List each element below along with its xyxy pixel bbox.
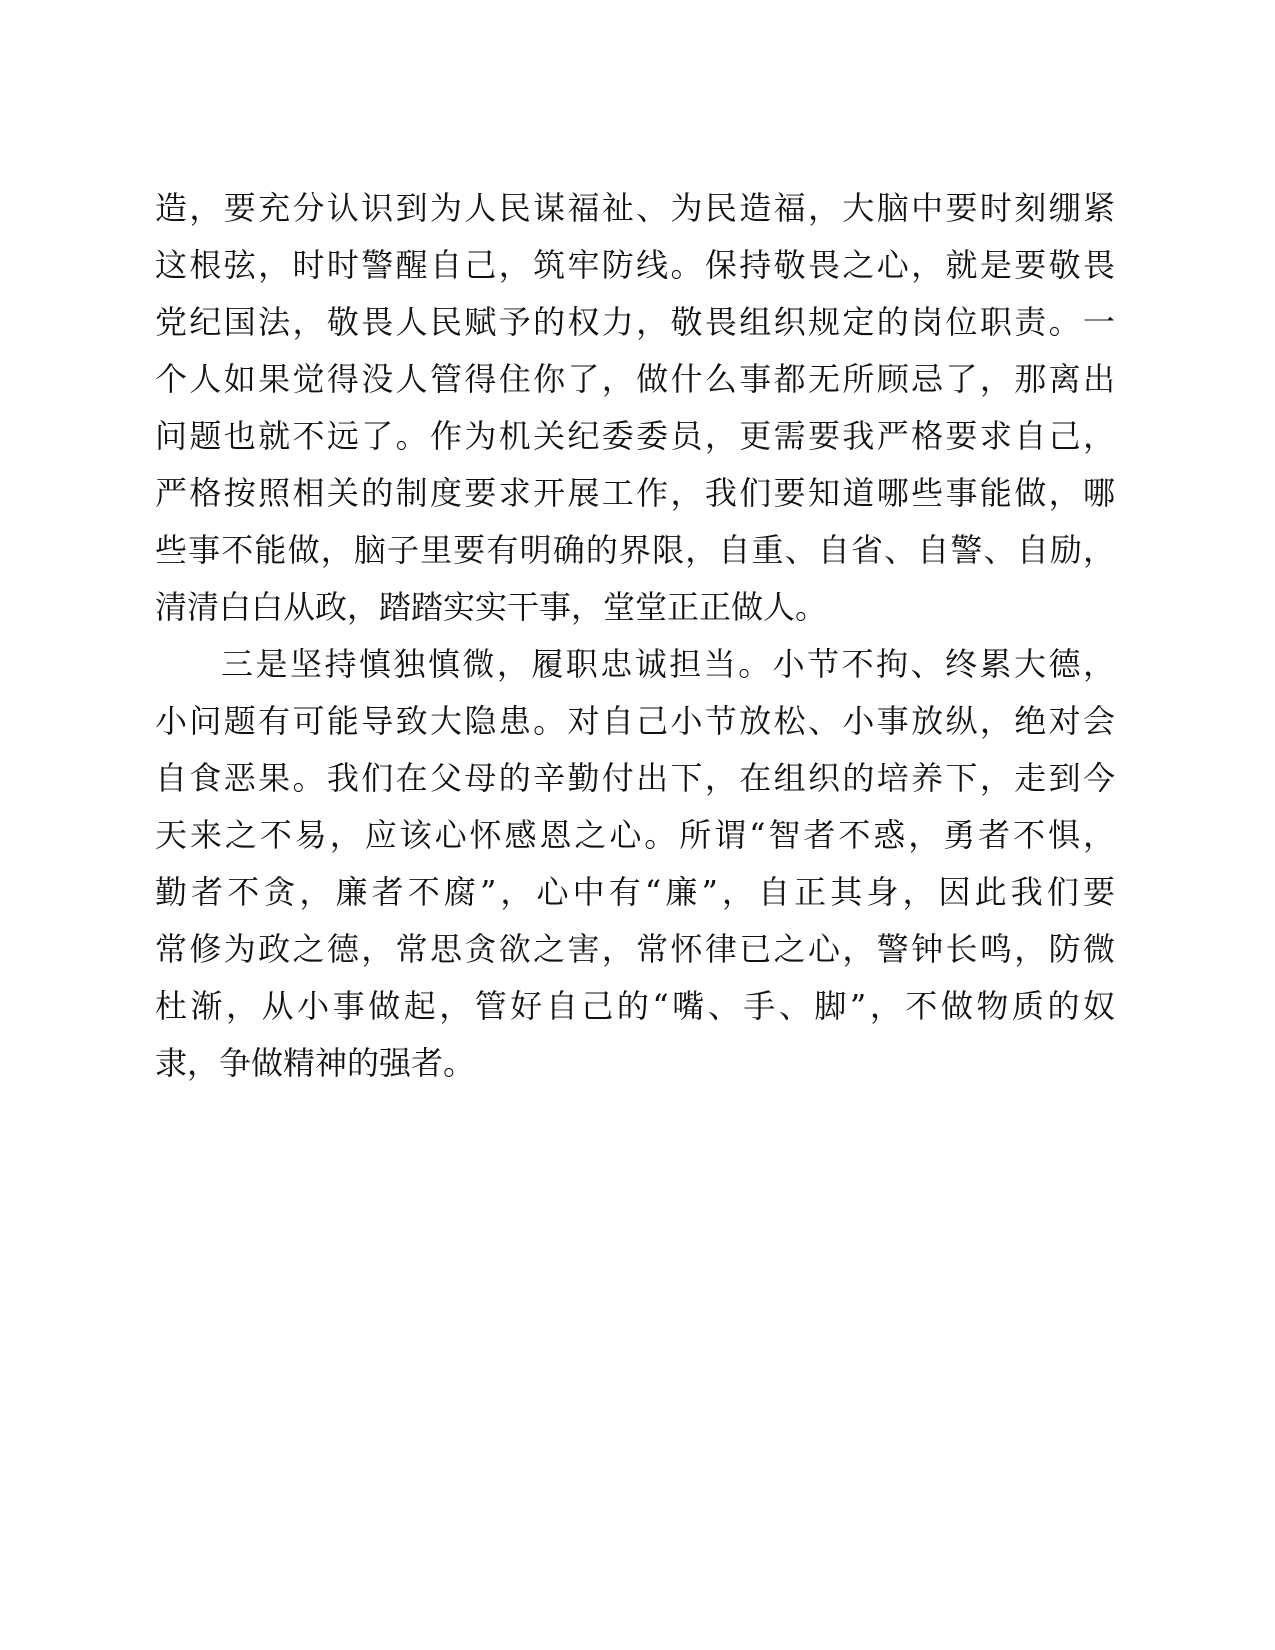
text-line: 常修为政之德，常思贪欲之害，常怀律已之心，警钟长鸣，防微 xyxy=(155,930,1115,968)
text-line: 小问题有可能导致大隐患。对自己小节放松、小事放纵，绝对会 xyxy=(155,702,1115,740)
text-line: 杜渐，从小事做起，管好自己的“嘴、手、脚”，不做物质的奴 xyxy=(155,987,1115,1025)
body-text xyxy=(155,180,1115,1092)
text-line: 党纪国法，敬畏人民赋予的权力，敬畏组织规定的岗位职责。一 xyxy=(155,303,1115,341)
text-line: 严格按照相关的制度要求开展工作，我们要知道哪些事能做，哪 xyxy=(155,474,1115,512)
text-line: 问题也就不远了。作为机关纪委委员，更需要我严格要求自己， xyxy=(155,417,1115,455)
text-line: 勤者不贪，廉者不腐”，心中有“廉”，自正其身，因此我们要 xyxy=(155,873,1115,911)
text-line: 三是坚持慎独慎微，履职忠诚担当。小节不拘、终累大德， xyxy=(221,645,1115,683)
text-line: 清清白白从政，踏踏实实干事，堂堂正正做人。 xyxy=(155,588,828,626)
text-line: 造，要充分认识到为人民谋福祉、为民造福，大脑中要时刻绷紧 xyxy=(155,189,1115,227)
text-line: 天来之不易，应该心怀感恩之心。所谓“智者不惑，勇者不惧， xyxy=(155,816,1115,854)
text-line: 隶，争做精神的强者。 xyxy=(155,1044,476,1082)
paragraph-1 xyxy=(155,180,1115,636)
text-line: 个人如果觉得没人管得住你了，做什么事都无所顾忌了，那离出 xyxy=(155,360,1115,398)
text-line: 自食恶果。我们在父母的辛勤付出下，在组织的培养下，走到今 xyxy=(155,759,1115,797)
text-line: 这根弦，时时警醒自己，筑牢防线。保持敬畏之心，就是要敬畏 xyxy=(155,246,1115,284)
paragraph-2 xyxy=(155,636,1115,1092)
text-line: 些事不能做，脑子里要有明确的界限，自重、自省、自警、自励， xyxy=(155,531,1115,569)
